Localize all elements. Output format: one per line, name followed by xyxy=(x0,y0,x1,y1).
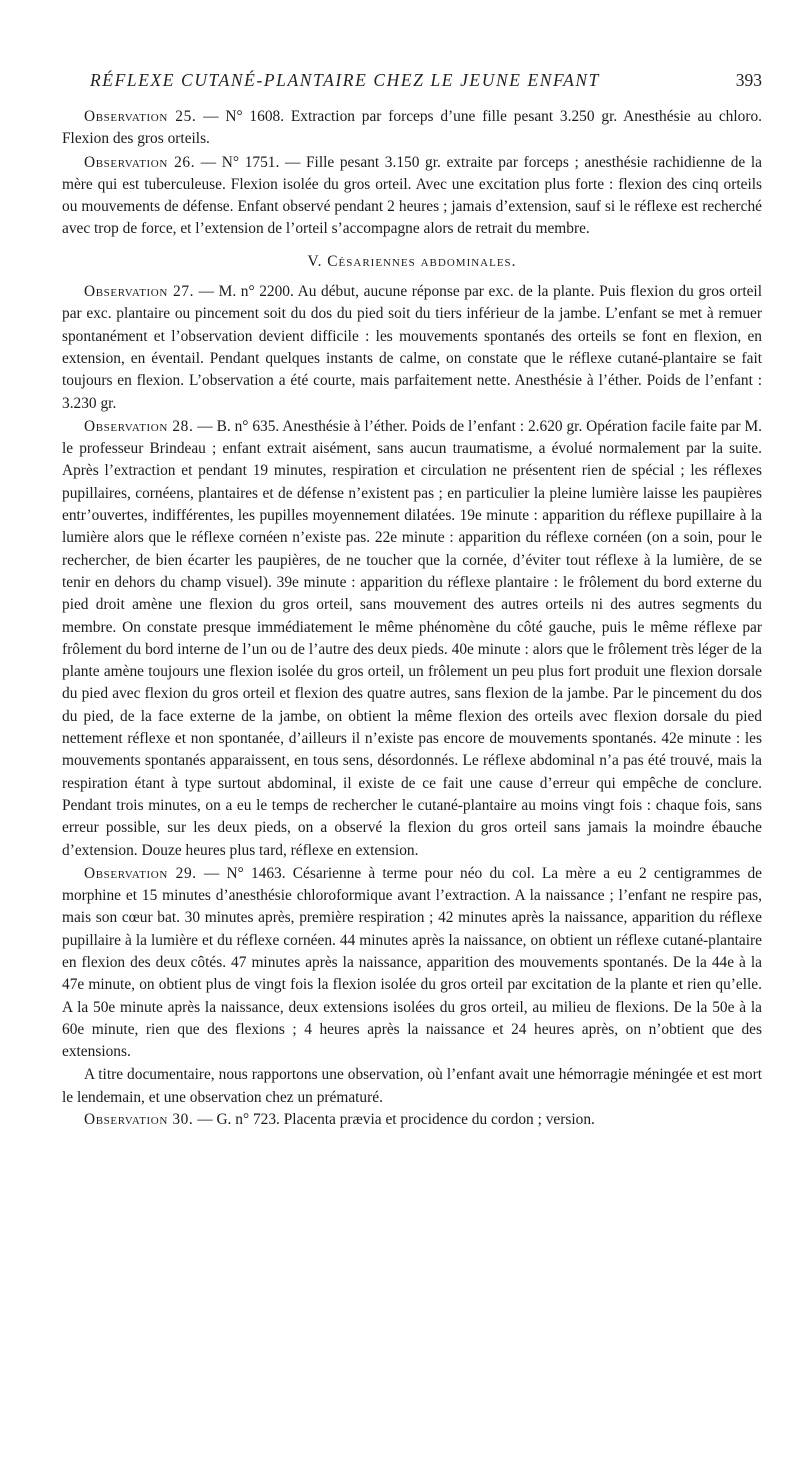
observation-label: Observation 30. xyxy=(84,1111,194,1129)
section-heading: V. Césariennes abdominales. xyxy=(307,252,517,270)
observation-label: Observation 26. xyxy=(84,153,196,171)
body-text xyxy=(62,106,762,1131)
running-head xyxy=(62,70,762,106)
observation-text: — N° 1463. Césarienne à terme pour néo du col. La mère a eu 2 centigrammes de morphine et 15 minutes d’anesthésie chloroformique avant l’extraction. A la naissance ; l’enfant ne respire pas, mais son cœur bat. 30 minutes après, première respiration ; 42 minutes après la naissance, apparition du réflexe pupillaire à la lumière et du réflexe cornéen. 44 minutes après la naissance, on obtient un réflexe cutané-plantaire en flexion des deux côtés. 47 minutes après la naissance, apparition des mouvements spontanés. De la 44e à la 47e minute, on obtient plus de vingt fois la flexion isolée du gros orteil par excitation de la plante et rien qu’elle. A la 50e minute après la naissance, deux extensions isolées du gros orteil, au milieu de flexions. De la 50e à la 60e minute, rien que des flexions ; 4 heures après la naissance et 24 heures après, on n’obtient que des extensions. xyxy=(62,864,762,1061)
observation-30 xyxy=(62,1109,762,1131)
observation-label: Observation 25. xyxy=(84,108,197,125)
closing-paragraph: A titre documentaire, nous rapportons une observation, où l’enfant avait une hémorragie méningée et est mort le lendemain, et une observation chez un prématuré. xyxy=(62,1066,762,1106)
observation-text: — N° 1751. — Fille pesant 3.150 gr. extraite par forceps ; anesthésie rachidienne de la mère qui est tuberculeuse. Flexion isolée du gros orteil. Avec une excitation plus forte : flexion des cinq orteils ou mouvements de défense. Enfant observé pendant 2 heures ; jamais d’extension, sauf si le réflexe est recherché avec trop de force, et l’extension de l’orteil s’accompagne alors de retrait du membre. xyxy=(62,153,762,238)
observation-label: Observation 28. xyxy=(84,417,194,435)
observation-28 xyxy=(62,416,762,862)
observation-text: — G. n° 723. Placenta prævia et procidence du cordon ; version. xyxy=(193,1111,595,1129)
page-number: 393 xyxy=(735,70,762,90)
observation-text: — N° 1608. Extraction par forceps d’une fille pesant 3.250 gr. Anesthésie au chloro. Flexion des gros orteils. xyxy=(62,108,762,148)
observation-text: — M. n° 2200. Au début, aucune réponse par exc. de la plante. Puis flexion du gros orteil par exc. plantaire ou pincement soit du dos du pied soit du tiers inférieur de la jambe. L’enfant se met à remuer spontanément et l’observation devient difficile : les mouvements spontanés des orteils se font en flexion, en extension, en éventail. Pendant quelques instants de calme, on constate que le réflexe cutané-plantaire se fait toujours en flexion. L’observation a été courte, mais parfaitement nette. Anesthésie à l’éther. Poids de l’enfant : 3.230 gr. xyxy=(62,283,762,412)
observation-27 xyxy=(62,281,762,415)
observation-label: Observation 29. xyxy=(84,864,197,882)
observation-29 xyxy=(62,863,762,1064)
observation-text: — B. n° 635. Anesthésie à l’éther. Poids de l’enfant : 2.620 gr. Opération facile faite par M. le professeur Brindeau ; enfant extrait aisément, sans aucun traumatisme, a évolué normalement par la suite. Après l’extraction et pendant 19 minutes, respiration et circulation ne présentent rien de spécial ; les réflexes pupillaires, cornéens, plantaires et de défense n’existent pas ; en particulier la pleine lumière laisse les paupières entr’ouvertes, indifférentes, les pupilles moyennement dilatées. 19e minute : apparition du réflexe pupillaire à la lumière alors que le réflexe cornéen n’existe pas. 22e minute : apparition du réflexe cornéen (on a soin, pour le rechercher, de bien écarter les paupières, de ne toucher que la cornée, d’éviter tout réflexe à la lumière, de se tenir en dehors du champ visuel). 39e minute : apparition du réflexe plantaire : le frôlement du bord externe du pied droit amène une flexion du gros orteil, sans mouvement des autres orteils ni des autres segments du membre. On constate presque immédiatement le même phénomène du côté gauche, puis le même réflexe par frôlement du bord interne de l’un ou de l’autre des deux pieds. 40e minute : alors que le frôlement très léger de la plante amène toujours une flexion isolée du gros orteil, un frôlement un peu plus fort produit une flexion dorsale du pied avec flexion du gros orteil et flexion des quatre autres, sans flexion de la jambe. Par le pincement du dos du pied, de la face externe de la jambe, on obtient la même flexion des orteils avec flexion dorsale du pied nettement réflexe et non spontanée, d’ailleurs il n’existe pas encore de mouvements spontanés. 42e minute : les mouvements spontanés apparaissent, en tous sens, désordonnés. Le réflexe abdominal n’a pas été trouvé, mais la respiration étant à type surtout abdominal, il existe de ce fait une cause d’erreur qui empêche de conclure. Pendant trois minutes, on a eu le temps de rechercher le cutané-plantaire au moins vingt fois : chaque fois, sans erreur possible, sur les deux pieds, on a observé la flexion du gros orteil sans jamais la moindre ébauche d’extension. Douze heures plus tard, réflexe en extension. xyxy=(62,417,762,859)
running-title: RÉFLEXE CUTANÉ-PLANTAIRE CHEZ LE JEUNE ENFANT xyxy=(90,70,600,90)
observation-26 xyxy=(62,152,762,241)
observation-label: Observation 27. xyxy=(84,283,195,301)
observation-25 xyxy=(62,106,762,151)
